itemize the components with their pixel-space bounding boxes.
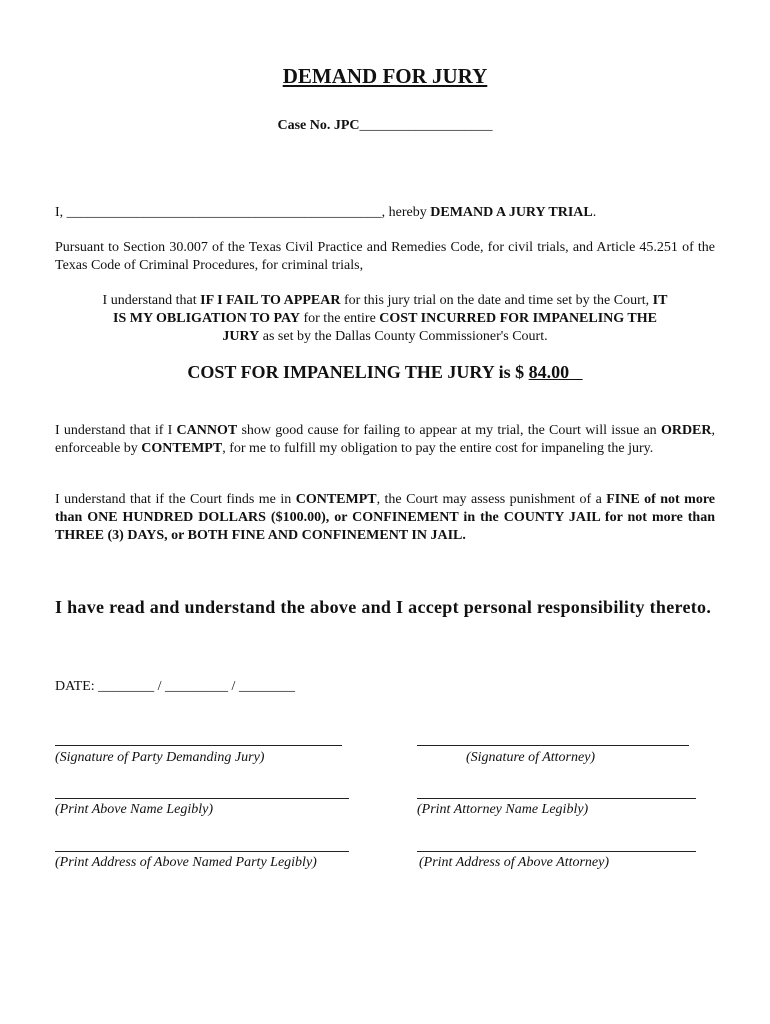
- attorney-address-label: (Print Address of Above Attorney): [419, 855, 610, 870]
- order-bold-3: CONTEMPT: [141, 441, 223, 456]
- case-number: [0, 118, 770, 134]
- cost-label: COST FOR IMPANELING THE JURY is $: [187, 362, 529, 382]
- attorney-signature-line[interactable]: [417, 745, 689, 746]
- obligation-bold-1: IF I FAIL TO APPEAR: [200, 293, 341, 308]
- punishment-text-1: I understand that if the Court finds me in: [55, 492, 296, 507]
- party-address-line[interactable]: [55, 851, 349, 852]
- contempt-order-paragraph: [55, 422, 715, 458]
- obligation-bold-2: IT IS MY OBLIGATION TO PAY: [113, 293, 668, 326]
- punishment-bold-1: CONTEMPT: [295, 492, 377, 507]
- attorney-address-line[interactable]: [417, 851, 696, 852]
- punishment-bold-2: FINE of not more than ONE HUNDRED DOLLARS ($100.00), or CONFINEMENT in the COUNTY JAIL for not more than THREE (3) DAYS, or BOTH FINE AND CONFINEMENT IN JAIL.: [55, 492, 716, 543]
- attorney-print-name-line[interactable]: [417, 798, 696, 799]
- punishment-paragraph: [55, 491, 715, 545]
- order-text-1: I understand that if I: [55, 423, 177, 438]
- party-print-name-line[interactable]: [55, 798, 349, 799]
- order-text-2: show good cause for failing to appear at my trial, the Court will issue an: [237, 423, 661, 438]
- demand-prefix: I,: [55, 205, 67, 220]
- attorney-print-name-label: (Print Attorney Name Legibly): [417, 802, 589, 817]
- cost-line: [0, 362, 770, 383]
- punishment-text-2: , the Court may assess punishment of a: [376, 492, 607, 507]
- page-title: DEMAND FOR JURY: [282, 64, 488, 88]
- order-bold-2: ORDER: [660, 423, 712, 438]
- cost-amount: 84.00: [528, 362, 583, 382]
- demand-end: .: [592, 205, 597, 220]
- case-number-label: Case No. JPC: [277, 118, 360, 133]
- demand-mid: , hereby: [381, 205, 431, 220]
- obligation-bold-3: COST INCURRED FOR IMPANELING THE JURY: [222, 311, 657, 344]
- order-text-3: , enforceable by: [55, 423, 715, 456]
- date-field[interactable]: DATE: ________ / _________ / ________: [55, 679, 295, 694]
- case-number-blank[interactable]: ___________________: [359, 118, 493, 133]
- party-signature-line[interactable]: [55, 745, 342, 746]
- obligation-text-1: I understand that: [102, 293, 201, 308]
- attorney-signature-label: (Signature of Attorney): [466, 750, 596, 765]
- obligation-text-4: as set by the Dallas County Commissioner's Court.: [259, 329, 548, 344]
- demand-bold: DEMAND A JURY TRIAL: [430, 205, 593, 220]
- order-text-4: , for me to fulfill my obligation to pay the entire cost for impaneling the jury.: [222, 441, 654, 456]
- order-bold-1: CANNOT: [176, 423, 238, 438]
- party-signature-label: (Signature of Party Demanding Jury): [55, 750, 265, 765]
- obligation-paragraph: [100, 292, 670, 346]
- obligation-text-2: for this jury trial on the date and time set by the Court,: [340, 293, 653, 308]
- party-address-label: (Print Address of Above Named Party Legibly): [55, 855, 317, 870]
- pursuant-paragraph: Pursuant to Section 30.007 of the Texas Civil Practice and Remedies Code, for civil trials, and Article 45.251 of the Texas Code of Criminal Procedures, for criminal trials,: [55, 240, 715, 273]
- party-name-blank[interactable]: _____________________________________________: [66, 205, 382, 220]
- obligation-text-3: for the entire: [299, 311, 380, 326]
- party-print-name-label: (Print Above Name Legibly): [55, 802, 213, 817]
- acceptance-statement: I have read and understand the above and I accept personal responsibility thereto.: [55, 597, 712, 617]
- demand-statement: [55, 204, 715, 222]
